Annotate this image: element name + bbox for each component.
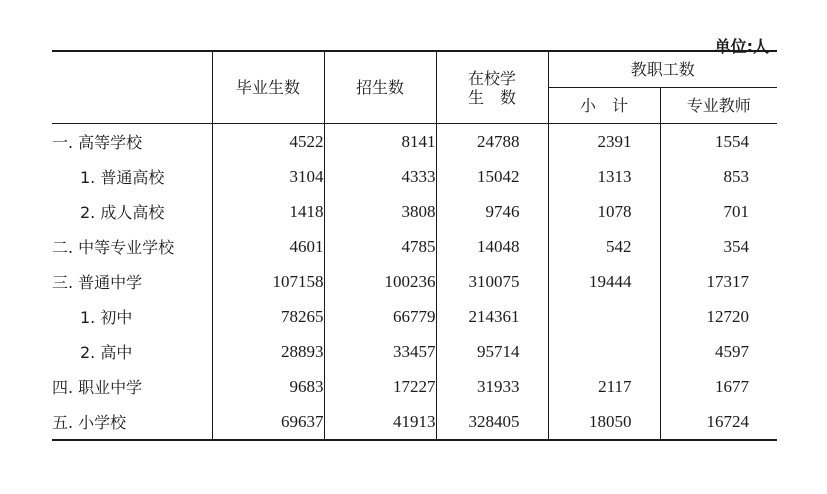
row-label: 一. 高等学校 (52, 133, 143, 152)
header-enrollment: 招生数 (324, 51, 436, 124)
cell-graduates: 28893 (212, 334, 324, 369)
cell-students: 15042 (436, 159, 548, 194)
row-label: 二. 中等专业学校 (52, 238, 175, 257)
row-label: 1. 普通高校 (80, 168, 165, 187)
cell-staff-teachers: 354 (660, 229, 777, 264)
cell-staff-subtotal (548, 299, 660, 334)
cell-graduates: 9683 (212, 369, 324, 404)
cell-graduates: 4522 (212, 124, 324, 160)
row-label: 1. 初中 (80, 308, 133, 327)
row-label: 五. 小学校 (52, 404, 212, 440)
cell-enrollment: 41913 (324, 404, 436, 440)
header-graduates: 毕业生数 (212, 51, 324, 124)
cell-students: 328405 (436, 404, 548, 440)
header-staff: 教职工数 (548, 51, 777, 88)
row-label: 三. 普通中学 (52, 273, 143, 292)
cell-staff-subtotal: 1078 (548, 194, 660, 229)
cell-staff-subtotal: 18050 (548, 404, 660, 440)
row-label: 2. 高中 (80, 343, 133, 362)
cell-graduates: 3104 (212, 159, 324, 194)
cell-graduates: 69637 (212, 404, 324, 440)
cell-graduates: 78265 (212, 299, 324, 334)
cell-staff-teachers: 701 (660, 194, 777, 229)
row-label: 2. 成人高校 (80, 203, 165, 222)
cell-graduates: 107158 (212, 264, 324, 299)
table-row (52, 404, 777, 440)
header-students (436, 51, 548, 124)
cell-staff-teachers: 16724 (660, 404, 777, 440)
cell-students: 9746 (436, 194, 548, 229)
cell-enrollment: 3808 (324, 194, 436, 229)
cell-students: 95714 (436, 334, 548, 369)
cell-enrollment: 66779 (324, 299, 436, 334)
education-statistics-table (52, 50, 777, 441)
table-row (52, 194, 777, 229)
cell-enrollment: 17227 (324, 369, 436, 404)
cell-enrollment: 4785 (324, 229, 436, 264)
cell-students: 31933 (436, 369, 548, 404)
cell-staff-subtotal: 19444 (548, 264, 660, 299)
cell-staff-subtotal: 2391 (548, 124, 660, 160)
cell-staff-subtotal: 542 (548, 229, 660, 264)
row-label: 四. 职业中学 (52, 378, 143, 397)
header-staff-teachers: 专业教师 (660, 88, 777, 124)
cell-staff-subtotal (548, 334, 660, 369)
table-row (52, 229, 777, 264)
cell-staff-teachers: 12720 (660, 299, 777, 334)
cell-staff-teachers: 4597 (660, 334, 777, 369)
cell-students: 24788 (436, 124, 548, 160)
header-students-line2: 生 数 (467, 87, 516, 107)
cell-enrollment: 33457 (324, 334, 436, 369)
cell-staff-teachers: 17317 (660, 264, 777, 299)
cell-students: 310075 (436, 264, 548, 299)
cell-enrollment: 4333 (324, 159, 436, 194)
table-row (52, 369, 777, 404)
unit-label: 单位:人 (714, 37, 769, 56)
cell-enrollment: 8141 (324, 124, 436, 160)
cell-graduates: 4601 (212, 229, 324, 264)
cell-students: 14048 (436, 229, 548, 264)
table-row (52, 334, 777, 369)
cell-staff-teachers: 1677 (660, 369, 777, 404)
cell-students: 214361 (436, 299, 548, 334)
table-row (52, 159, 777, 194)
header-category (52, 51, 212, 124)
cell-staff-teachers: 853 (660, 159, 777, 194)
cell-staff-subtotal: 2117 (548, 369, 660, 404)
cell-staff-subtotal: 1313 (548, 159, 660, 194)
table-row (52, 124, 777, 160)
cell-enrollment: 100236 (324, 264, 436, 299)
cell-staff-teachers: 1554 (660, 124, 777, 160)
table-row (52, 299, 777, 334)
header-staff-subtotal: 小 计 (548, 88, 660, 124)
cell-graduates: 1418 (212, 194, 324, 229)
table-row (52, 264, 777, 299)
header-students-line1: 在校学 (467, 68, 516, 88)
